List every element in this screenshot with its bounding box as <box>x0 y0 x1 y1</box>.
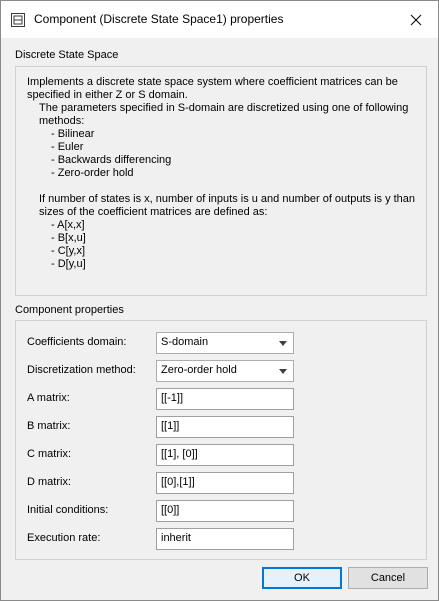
c-matrix-input[interactable]: [[1], [0]] <box>156 444 294 466</box>
chevron-down-icon <box>279 369 287 374</box>
size-item: - D[y,u] <box>51 258 86 270</box>
discretization-method-row <box>27 360 422 382</box>
d-matrix-label: D matrix: <box>27 476 71 488</box>
window-title: Component (Discrete State Space1) properties <box>34 12 284 26</box>
size-item: - A[x,x] <box>51 219 85 231</box>
size-item: - B[x,u] <box>51 232 86 244</box>
initial-conditions-row <box>27 500 422 522</box>
description-box <box>15 66 427 296</box>
b-matrix-row <box>27 416 422 438</box>
discretization-method-value: Zero-order hold <box>161 364 237 376</box>
description-intro: Implements a discrete state space system where coefficient matrices can be specified in either Z or S domain. <box>27 76 398 101</box>
method-item: - Euler <box>51 141 84 153</box>
component-icon <box>10 12 26 28</box>
description-sizes-intro: If number of states is x, number of inputs is u and number of outputs is y than sizes of the coefficient matrices are defined as: <box>39 193 416 218</box>
cancel-button[interactable]: Cancel <box>348 567 428 589</box>
method-item: - Backwards differencing <box>51 154 172 166</box>
method-item: - Zero-order hold <box>51 167 134 179</box>
d-matrix-row <box>27 472 422 494</box>
coefficients-domain-label: Coefficients domain: <box>27 336 127 348</box>
initial-conditions-input[interactable]: [[0]] <box>156 500 294 522</box>
size-item: - C[y,x] <box>51 245 86 257</box>
discretization-method-label: Discretization method: <box>27 364 136 376</box>
description-params-intro: The parameters specified in S-domain are discretized using one of following methods: <box>39 102 409 127</box>
coefficients-domain-select[interactable] <box>156 332 294 354</box>
ok-button[interactable]: OK <box>262 567 342 589</box>
discretization-method-select[interactable] <box>156 360 294 382</box>
close-icon <box>410 14 422 26</box>
execution-rate-label: Execution rate: <box>27 532 101 544</box>
b-matrix-label: B matrix: <box>27 420 71 432</box>
execution-rate-row <box>27 528 422 550</box>
a-matrix-label: A matrix: <box>27 392 70 404</box>
a-matrix-input[interactable]: [[-1]] <box>156 388 294 410</box>
method-item: - Bilinear <box>51 128 95 140</box>
d-matrix-input[interactable]: [[0],[1]] <box>156 472 294 494</box>
initial-conditions-label: Initial conditions: <box>27 504 109 516</box>
description-section-label: Discrete State Space <box>15 49 119 61</box>
properties-section-label: Component properties <box>15 304 124 316</box>
close-button[interactable] <box>394 1 438 38</box>
properties-box <box>15 320 427 560</box>
coefficients-domain-row <box>27 332 422 354</box>
c-matrix-label: C matrix: <box>27 448 71 460</box>
title-bar <box>1 1 438 38</box>
c-matrix-row <box>27 444 422 466</box>
chevron-down-icon <box>279 341 287 346</box>
coefficients-domain-value: S-domain <box>161 336 209 348</box>
execution-rate-input[interactable]: inherit <box>156 528 294 550</box>
a-matrix-row <box>27 388 422 410</box>
b-matrix-input[interactable]: [[1]] <box>156 416 294 438</box>
